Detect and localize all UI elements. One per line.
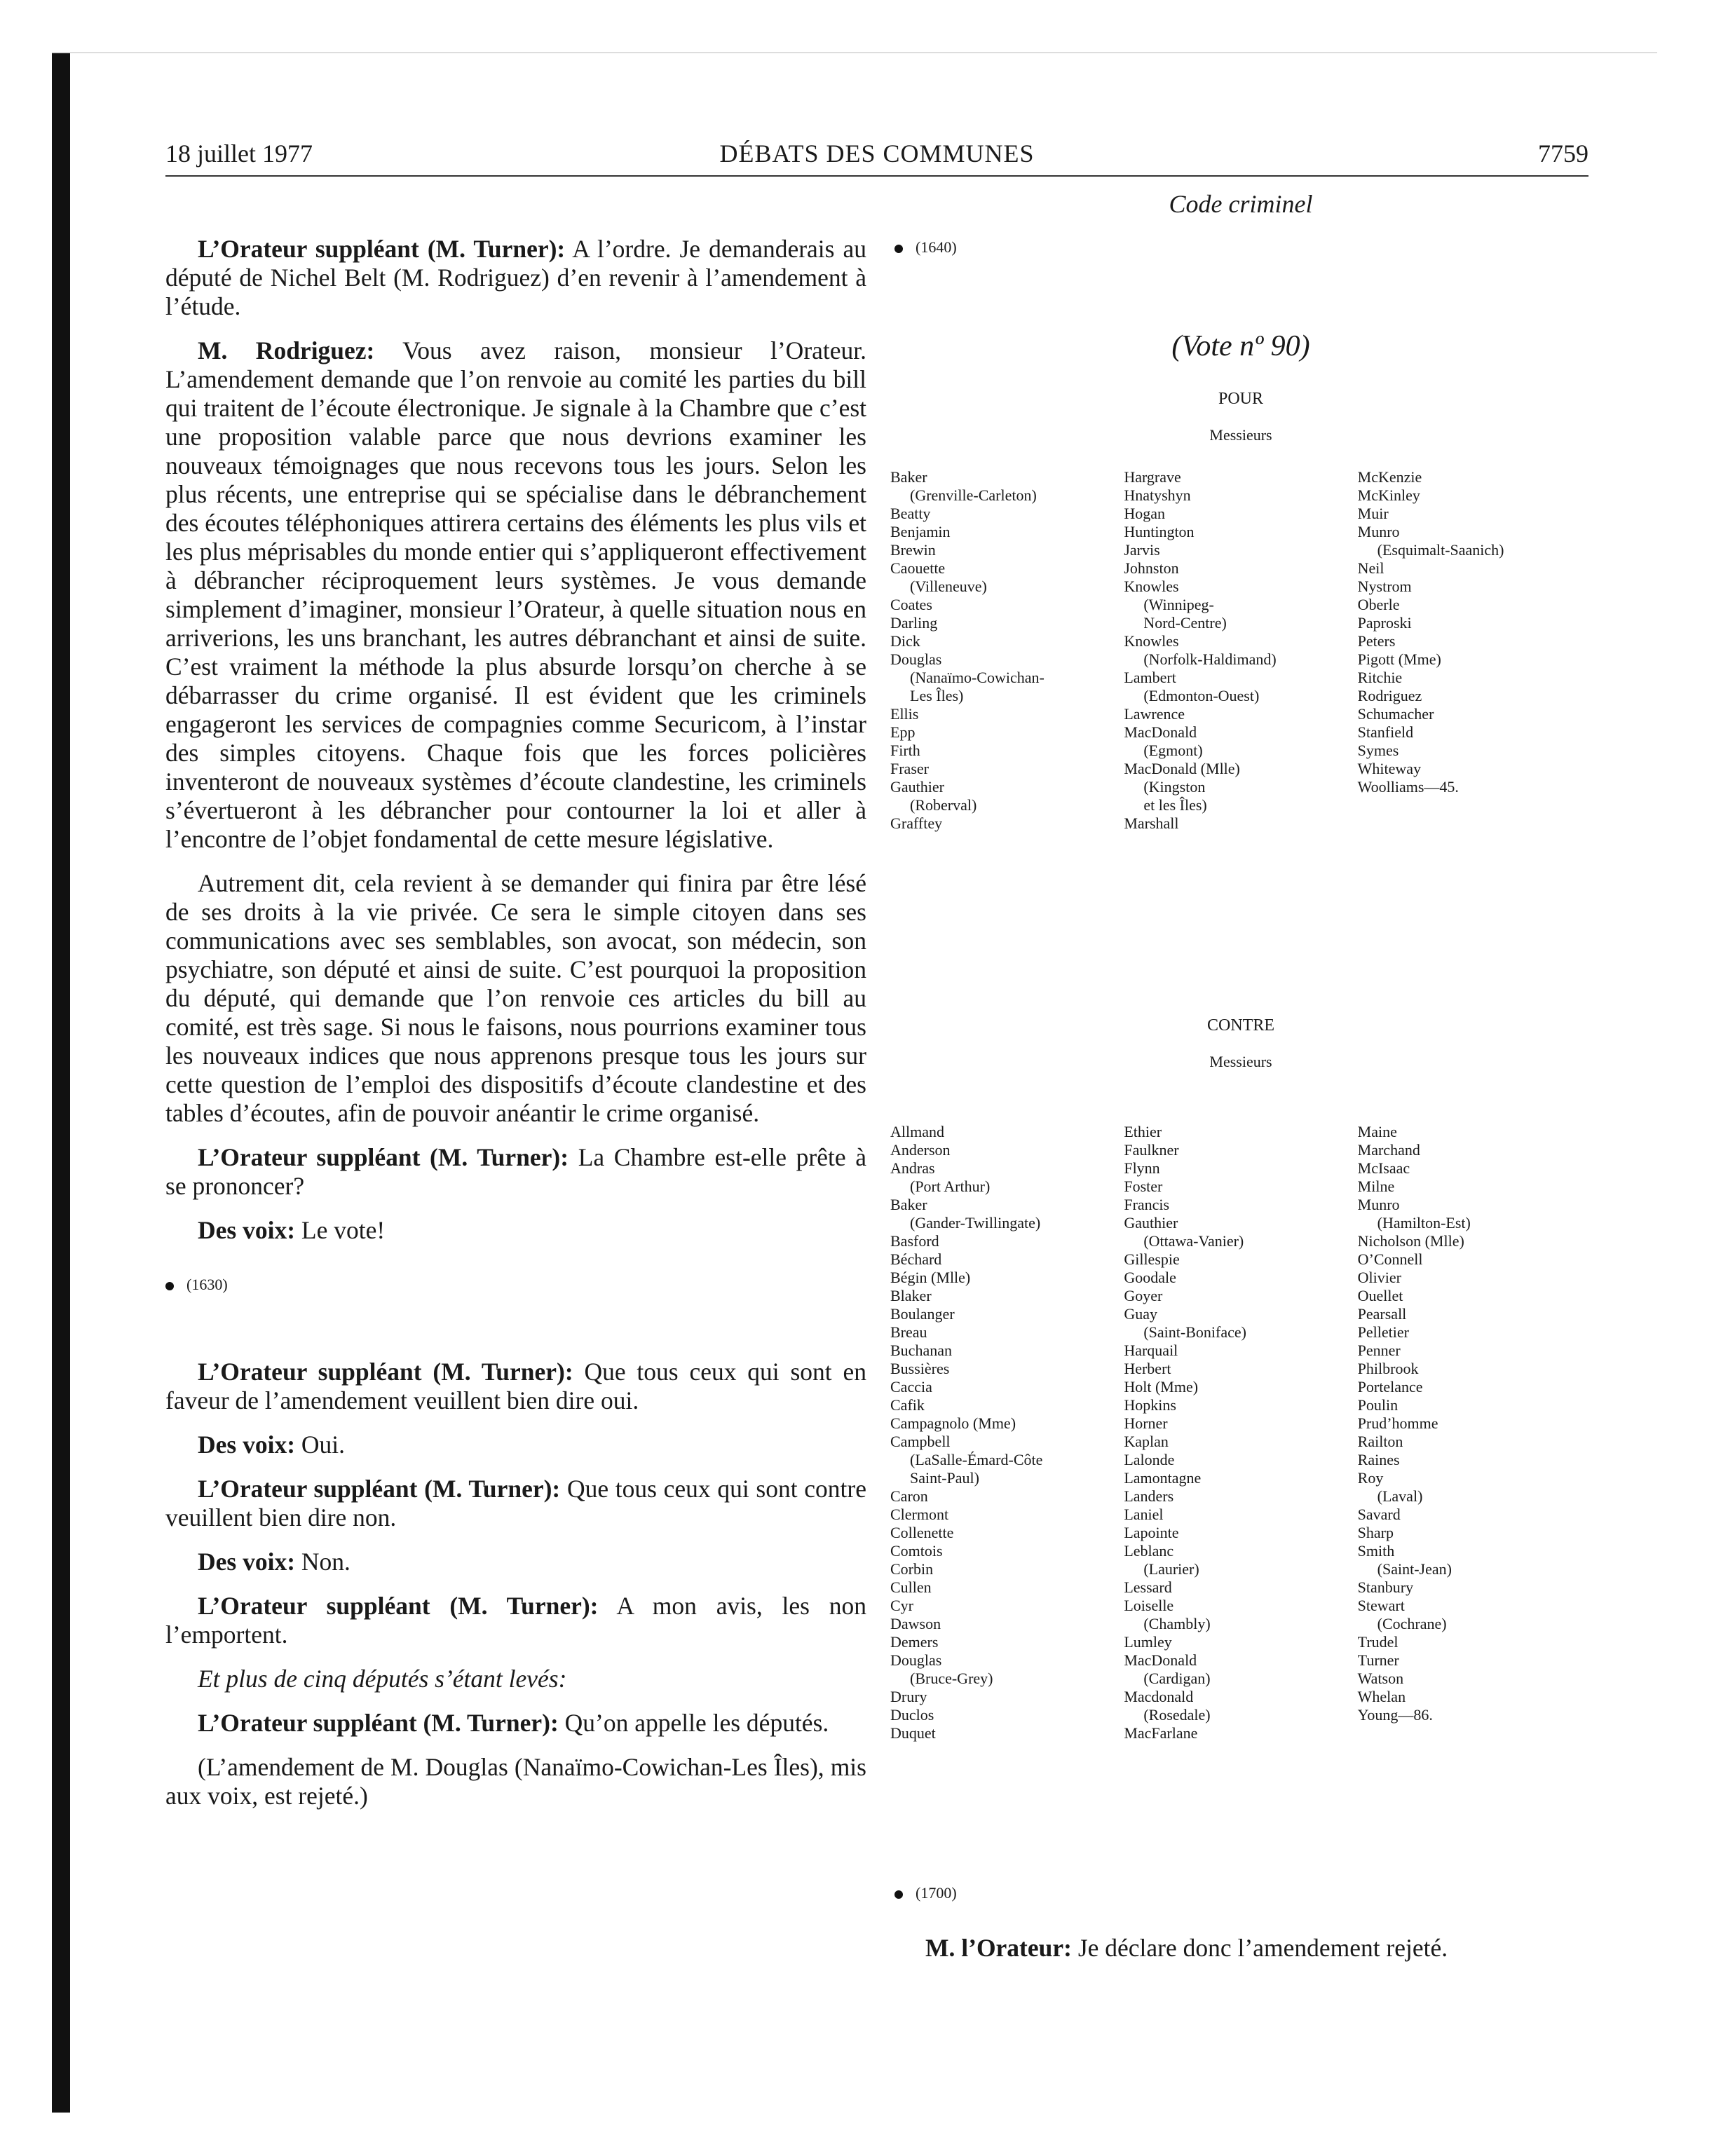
member-name: Caouette — [890, 559, 946, 577]
member-name: Brewin — [890, 541, 936, 559]
member-name: Woolliams—45. — [1357, 778, 1459, 796]
member-name: Baker — [890, 468, 927, 486]
member-name: Pigott (Mme) — [1357, 650, 1441, 668]
member-name: Baker — [890, 1196, 927, 1213]
member-name: McKenzie — [1357, 468, 1422, 486]
time-marker: (1640) — [894, 238, 957, 257]
member-name: Munro — [1357, 1196, 1400, 1213]
member-name: Poulin — [1357, 1396, 1399, 1414]
speaker: L’Orateur suppléant (M. Turner): — [198, 1592, 599, 1620]
member-name: Stewart — [1357, 1597, 1405, 1614]
member-name: Knowles — [1124, 632, 1179, 650]
member-name: Muir — [1357, 505, 1389, 522]
member-name: Whelan — [1357, 1688, 1406, 1705]
name-column — [890, 1123, 1124, 1742]
member-name: Caron — [890, 1487, 928, 1505]
member-name: Darling — [890, 614, 938, 632]
member-name: (Gander-Twillingate) — [910, 1214, 1041, 1231]
member-name: Flynn — [1124, 1159, 1160, 1177]
member-name: Paproski — [1357, 614, 1412, 632]
member-name: (Egmont) — [1143, 742, 1203, 759]
member-name: Olivier — [1357, 1269, 1401, 1286]
member-name: Pelletier — [1357, 1323, 1409, 1341]
closing-paragraph: M. l’Orateur: Je déclare donc l’amendement rejeté. — [925, 1934, 1448, 1962]
member-name: Hogan — [1124, 505, 1165, 522]
member-name: (Cardigan) — [1143, 1670, 1211, 1687]
member-name: Whiteway — [1357, 760, 1422, 777]
member-name: Duquet — [890, 1724, 936, 1742]
header-rule — [165, 175, 1588, 177]
member-name: Clermont — [890, 1506, 949, 1523]
member-name: Hopkins — [1124, 1396, 1176, 1414]
member-name: Turner — [1357, 1651, 1399, 1669]
member-name: Drury — [890, 1688, 927, 1705]
speaker: L’Orateur suppléant (M. Turner): — [198, 1143, 569, 1171]
member-name: Laniel — [1124, 1506, 1164, 1523]
member-name: Raines — [1357, 1451, 1400, 1468]
member-name: Basford — [890, 1232, 939, 1250]
member-name: Anderson — [890, 1141, 951, 1159]
speaker: L’Orateur suppléant (M. Turner): — [198, 1358, 573, 1386]
speaker: M. Rodriguez: — [198, 336, 375, 364]
member-name: Duclos — [890, 1706, 934, 1724]
member-name: Penner — [1357, 1342, 1401, 1359]
member-name: Cafik — [890, 1396, 925, 1414]
member-name: Nord-Centre) — [1143, 614, 1227, 632]
member-name: Kaplan — [1124, 1433, 1169, 1450]
member-name: Holt (Mme) — [1124, 1378, 1199, 1396]
member-name: MacDonald — [1124, 1651, 1197, 1669]
member-name: Neil — [1357, 559, 1384, 577]
speaker: L’Orateur suppléant (M. Turner): — [198, 1475, 561, 1503]
member-name: Fraser — [890, 760, 929, 777]
member-name: Schumacher — [1357, 705, 1434, 723]
member-name: Trudel — [1357, 1633, 1399, 1651]
member-name: Epp — [890, 723, 916, 741]
member-name: Cyr — [890, 1597, 913, 1614]
member-name: Douglas — [890, 1651, 942, 1669]
member-name: Gauthier — [890, 778, 944, 796]
member-name: Hnatyshyn — [1124, 486, 1191, 504]
member-name: Goyer — [1124, 1287, 1163, 1304]
time-marker: (1630) — [165, 1270, 866, 1299]
member-name: Breau — [890, 1323, 927, 1341]
pour-heading: POUR — [1218, 390, 1264, 408]
paragraph: M. Rodriguez: Vous avez raison, monsieur l’Orateur. L’amendement demande que l’on renvoie au comité les parties du bill qui traitent de l’écoute électronique. Je signale à la Chambre que c’est une proposition valable parce que nous devrions examiner les nouveaux témoignages que nous recevons tous les jours. Selon les plus récents, une entreprise qui se spécialise dans le débranchement des écoutes téléphoniques attirera certains des éléments les plus vils et les plus méprisables du monde entier qui s’appliqueront effectivement à débrancher réciproquement leurs systèmes. Je vous demande simplement d’imaginer, monsieur l’Orateur, à quelle situation nous en arriverions, les uns branchant, les autres débranchant et ainsi de suite. C’est vraiment la méthode la plus absurde lorsqu’on cherche à se débarrasser du crime organisé. Il est évident que les criminels engageront les services de compagnies comme Securicom, à l’instar des simples citoyens. Chaque fois que les forces policières inventeront de nouveaux systèmes d’écoute clandestine, les criminels s’évertueront à les débrancher pour contourner la loi et aller à l’encontre de l’objet fondamental de cette mesure législative. — [165, 336, 867, 853]
time-marker: (1700) — [894, 1884, 957, 1902]
member-name: Herbert — [1124, 1360, 1171, 1377]
paragraph: Des voix: Non. — [198, 1548, 351, 1576]
member-name: Maine — [1357, 1123, 1397, 1140]
member-name: Saint-Paul) — [910, 1469, 979, 1487]
paragraph: Autrement dit, cela revient à se demander qui finira par être lésé de ses droits à la vie privée. Ce sera le simple citoyen dans ses communications avec ses semblables, son avocat, son médecin, son psychiatre, son député et ainsi de suite. C’est pourquoi la proposition du député, qui demande que l’on renvoie ces articles du bill au comité, est très sage. Si nous le faisons, nous pourrions examiner tous les nouveaux indices que nous apprenons presque tous les jours sur cette question de l’emploi des dispositifs d’écoute clandestine et des tables d’écoutes, afin de pouvoir anéantir le crime organisé. — [165, 869, 866, 1127]
member-name: Dick — [890, 632, 920, 650]
stage-direction: Et plus de cinq députés s’étant levés: — [198, 1665, 567, 1693]
member-name: Young—86. — [1357, 1706, 1433, 1724]
member-name: Roy — [1357, 1469, 1384, 1487]
member-name: Lapointe — [1124, 1524, 1179, 1541]
member-name: (Edmonton-Ouest) — [1143, 687, 1260, 704]
speaker: L’Orateur suppléant (M. Turner): — [198, 1709, 559, 1737]
member-name: (Laurier) — [1143, 1560, 1199, 1578]
member-name: Marchand — [1357, 1141, 1420, 1159]
name-column — [1124, 468, 1357, 833]
member-name: Andras — [890, 1159, 935, 1177]
paragraph: L’Orateur suppléant (M. Turner): Que tous ceux qui sont contre veuillent bien dire non. — [165, 1475, 866, 1531]
page-header — [165, 139, 1588, 174]
member-name: Sharp — [1357, 1524, 1394, 1541]
member-name: Lalonde — [1124, 1451, 1175, 1468]
member-name: Rodriguez — [1357, 687, 1422, 704]
header-date: 18 juillet 1977 — [165, 139, 313, 168]
paragraph: (L’amendement de M. Douglas (Nanaïmo-Cowichan-Les Îles), mis aux voix, est rejeté.) — [165, 1753, 866, 1810]
member-name: Bégin (Mlle) — [890, 1269, 971, 1286]
paragraph: L’Orateur suppléant (M. Turner): Que tous ceux qui sont en faveur de l’amendement veuillent bien dire oui. — [165, 1358, 866, 1414]
member-name: (Roberval) — [910, 796, 977, 814]
member-name: Béchard — [890, 1250, 942, 1268]
member-name: Munro — [1357, 523, 1400, 540]
member-name: Savard — [1357, 1506, 1401, 1523]
left-column — [165, 235, 866, 1826]
member-name: Dawson — [890, 1615, 941, 1632]
contre-heading: CONTRE — [1207, 1016, 1274, 1035]
messieurs-heading: Messieurs — [1209, 1053, 1272, 1070]
name-column — [890, 468, 1124, 833]
member-name: (Esquimalt-Saanich) — [1377, 541, 1504, 559]
member-name: (Hamilton-Est) — [1377, 1214, 1471, 1231]
member-name: Francis — [1124, 1196, 1170, 1213]
bullet-icon — [894, 1890, 903, 1899]
member-name: Railton — [1357, 1433, 1403, 1450]
member-name: Campagnolo (Mme) — [890, 1414, 1016, 1432]
member-name: Demers — [890, 1633, 939, 1651]
name-column — [1358, 1123, 1591, 1742]
member-name: Hargrave — [1124, 468, 1181, 486]
member-name: Harquail — [1124, 1342, 1178, 1359]
member-name: Pearsall — [1357, 1305, 1407, 1323]
member-name: Watson — [1357, 1670, 1404, 1687]
page-number: 7759 — [1538, 139, 1588, 168]
member-name: Gillespie — [1124, 1250, 1180, 1268]
paragraph: L’Orateur suppléant (M. Turner): La Chambre est-elle prête à se prononcer? — [165, 1143, 866, 1200]
member-name: Blaker — [890, 1287, 932, 1304]
member-name: (LaSalle-Émard-Côte — [910, 1451, 1043, 1468]
member-name: Oberle — [1357, 596, 1400, 613]
member-name: Portelance — [1357, 1378, 1423, 1396]
member-name: Corbin — [890, 1560, 934, 1578]
member-name: (Laval) — [1377, 1487, 1423, 1505]
speaker: Des voix: — [198, 1216, 296, 1244]
member-name: Horner — [1124, 1414, 1168, 1432]
member-name: Ouellet — [1357, 1287, 1403, 1304]
member-name: (Bruce-Grey) — [910, 1670, 993, 1687]
member-name: Buchanan — [890, 1342, 952, 1359]
member-name: Lambert — [1124, 669, 1176, 686]
scan-edge — [52, 52, 70, 2113]
header-title: DÉBATS DES COMMUNES — [719, 139, 1035, 168]
paragraph: L’Orateur suppléant (M. Turner): A l’ordre. Je demanderais au député de Nichel Belt (M. Rodriguez) d’en revenir à l’amendement à l’étude. — [165, 235, 866, 320]
member-name: (Winnipeg- — [1143, 596, 1214, 613]
speaker: Des voix: — [198, 1431, 296, 1459]
member-name: Faulkner — [1124, 1141, 1179, 1159]
name-column — [1124, 1123, 1357, 1742]
member-name: Boulanger — [890, 1305, 955, 1323]
member-name: MacDonald — [1124, 723, 1197, 741]
member-name: Nicholson (Mlle) — [1357, 1232, 1464, 1250]
member-name: Nystrom — [1357, 578, 1412, 595]
member-name: Caccia — [890, 1378, 932, 1396]
member-name: (Rosedale) — [1143, 1706, 1211, 1724]
member-name: Lumley — [1124, 1633, 1172, 1651]
paragraph: L’Orateur suppléant (M. Turner): A mon avis, les non l’emportent. — [165, 1592, 866, 1649]
member-name: (Villeneuve) — [910, 578, 987, 595]
paragraph: L’Orateur suppléant (M. Turner): Qu’on appelle les députés. — [198, 1709, 829, 1737]
member-name: Ethier — [1124, 1123, 1162, 1140]
member-name: (Port Arthur) — [910, 1178, 991, 1195]
member-name: Symes — [1357, 742, 1399, 759]
member-name: Coates — [890, 596, 932, 613]
contre-name-list — [890, 1123, 1591, 1742]
member-name: (Cochrane) — [1377, 1615, 1447, 1632]
speaker: Des voix: — [198, 1548, 296, 1576]
member-name: (Saint-Boniface) — [1143, 1323, 1246, 1341]
member-name: MacDonald (Mlle) — [1124, 760, 1240, 777]
member-name: Campbell — [890, 1433, 951, 1450]
member-name: (Grenville-Carleton) — [910, 486, 1037, 504]
member-name: (Kingston — [1143, 778, 1206, 796]
member-name: Gauthier — [1124, 1214, 1178, 1231]
member-name: Ellis — [890, 705, 919, 723]
member-name: Leblanc — [1124, 1542, 1174, 1560]
scan-top-edge — [52, 52, 1657, 53]
member-name: Firth — [890, 742, 920, 759]
member-name: Jarvis — [1124, 541, 1160, 559]
paragraph: Des voix: Oui. — [198, 1431, 346, 1459]
bullet-icon — [165, 1282, 174, 1290]
member-name: Ritchie — [1357, 669, 1403, 686]
member-name: Comtois — [890, 1542, 943, 1560]
member-name: Bussières — [890, 1360, 950, 1377]
speaker: M. l’Orateur: — [925, 1934, 1072, 1962]
member-name: Prud’homme — [1357, 1414, 1438, 1432]
member-name: Stanbury — [1357, 1578, 1414, 1596]
member-name: Foster — [1124, 1178, 1163, 1195]
section-title: Code criminel — [1169, 190, 1313, 218]
member-name: (Norfolk-Haldimand) — [1143, 650, 1277, 668]
bullet-icon — [894, 245, 903, 253]
member-name: Lawrence — [1124, 705, 1185, 723]
messieurs-heading: Messieurs — [1209, 426, 1272, 444]
member-name: Cullen — [890, 1578, 932, 1596]
member-name: Milne — [1357, 1178, 1395, 1195]
member-name: (Ottawa-Vanier) — [1143, 1232, 1244, 1250]
member-name: (Nanaïmo-Cowichan- — [910, 669, 1045, 686]
member-name: Benjamin — [890, 523, 951, 540]
vote-title: (Vote nº 90) — [1171, 330, 1310, 362]
member-name: Douglas — [890, 650, 942, 668]
member-name: McKinley — [1357, 486, 1420, 504]
paragraph: Des voix: Le vote! — [198, 1216, 386, 1244]
member-name: Peters — [1357, 632, 1396, 650]
member-name: Guay — [1124, 1305, 1157, 1323]
member-name: (Chambly) — [1143, 1615, 1211, 1632]
member-name: Knowles — [1124, 578, 1179, 595]
member-name: Philbrook — [1357, 1360, 1419, 1377]
member-name: Macdonald — [1124, 1688, 1194, 1705]
member-name: Beatty — [890, 505, 931, 522]
member-name: O’Connell — [1357, 1250, 1423, 1268]
member-name: McIsaac — [1357, 1159, 1410, 1177]
member-name: Collenette — [890, 1524, 954, 1541]
member-name: Grafftey — [890, 814, 943, 832]
member-name: Stanfield — [1357, 723, 1414, 741]
member-name: Huntington — [1124, 523, 1195, 540]
member-name: Smith — [1357, 1542, 1395, 1560]
member-name: Les Îles) — [910, 687, 964, 704]
member-name: et les Îles) — [1143, 796, 1207, 814]
member-name: MacFarlane — [1124, 1724, 1198, 1742]
speaker: L’Orateur suppléant (M. Turner): — [198, 235, 566, 263]
member-name: Lamontagne — [1124, 1469, 1202, 1487]
member-name: Loiselle — [1124, 1597, 1174, 1614]
member-name: Allmand — [890, 1123, 944, 1140]
member-name: Johnston — [1124, 559, 1179, 577]
member-name: Lessard — [1124, 1578, 1172, 1596]
name-column — [1358, 468, 1591, 833]
member-name: (Saint-Jean) — [1377, 1560, 1452, 1578]
pour-name-list — [890, 468, 1591, 833]
member-name: Marshall — [1124, 814, 1179, 832]
member-name: Goodale — [1124, 1269, 1176, 1286]
member-name: Landers — [1124, 1487, 1174, 1505]
